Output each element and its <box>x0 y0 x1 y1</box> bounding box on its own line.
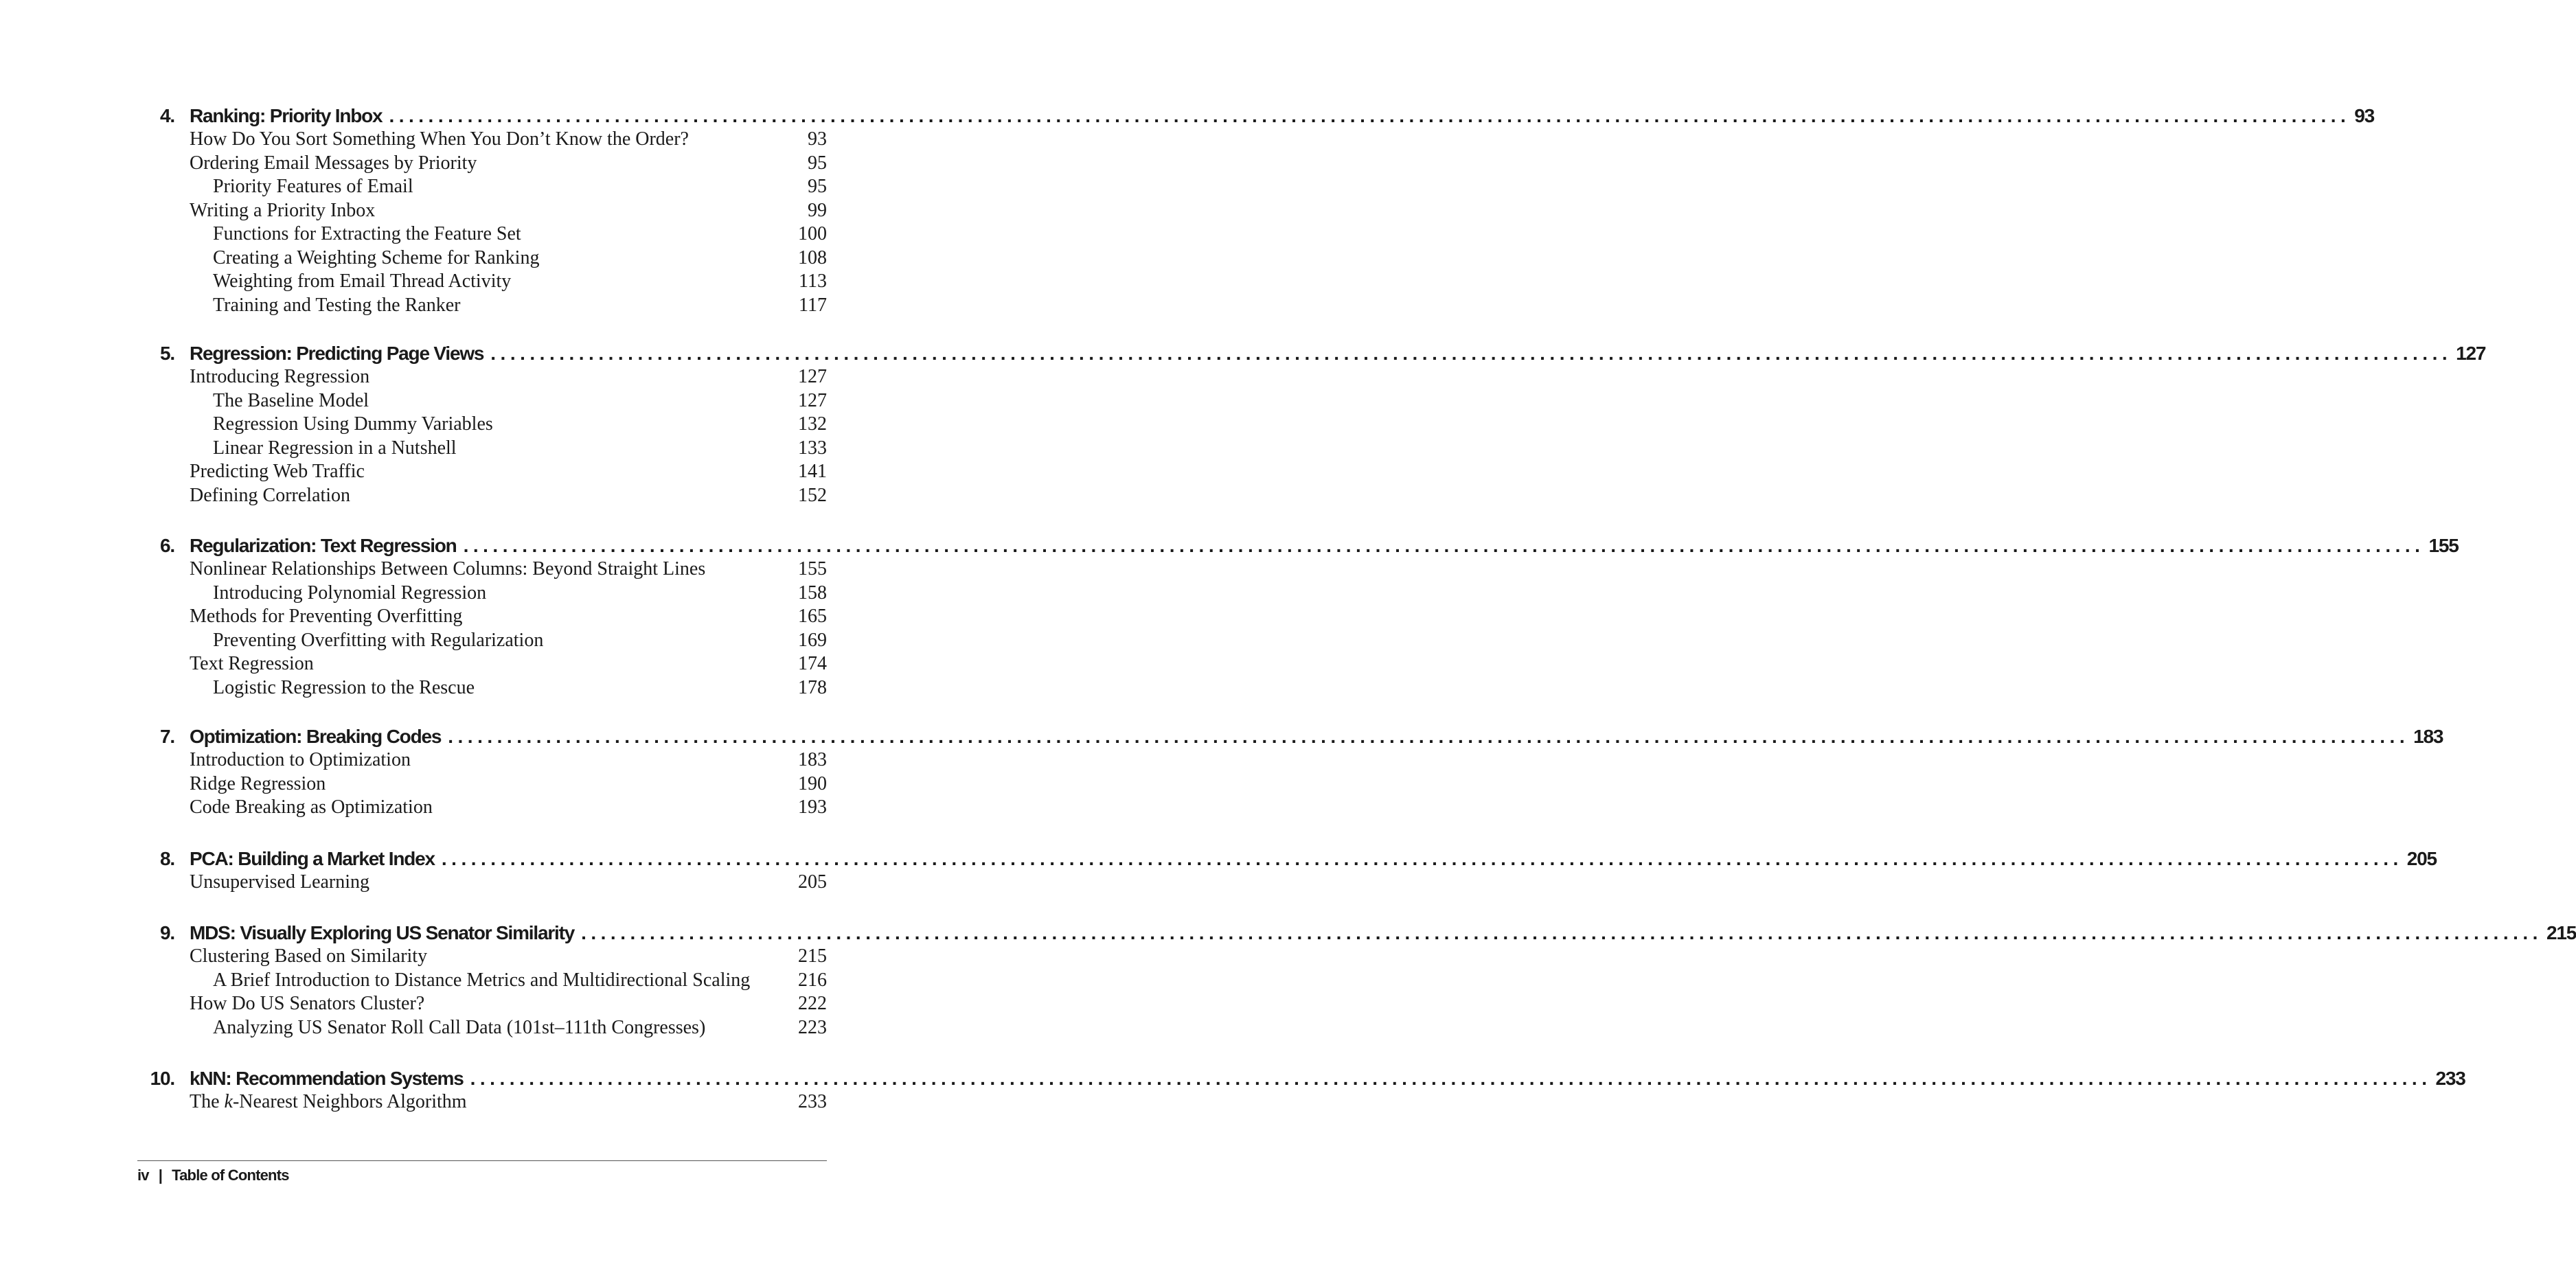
entry-page-number: 99 <box>808 200 827 221</box>
entry-title: Logistic Regression to the Rescue <box>213 677 475 698</box>
chapter-number: 8. <box>160 848 174 869</box>
chapter-title: PCA: Building a Market Index <box>190 848 435 869</box>
footer-page-number: iv <box>137 1167 149 1184</box>
footer-section-title: Table of Contents <box>172 1167 289 1184</box>
entry-title: Weighting from Email Thread Activity <box>213 271 512 292</box>
entry-page-number: 95 <box>808 152 827 174</box>
entry-page-number: 223 <box>798 1017 827 1038</box>
entry-title: Introducing Regression <box>190 366 370 387</box>
entry-title: Predicting Web Traffic <box>190 461 365 482</box>
dot-leader: ........................................................................................................................................................................................................ <box>581 922 2542 943</box>
entry-page-number: 158 <box>798 582 827 604</box>
footer-rule <box>137 1160 827 1161</box>
entry-title: Training and Testing the Ranker <box>213 295 461 316</box>
entry-page-number: 222 <box>798 993 827 1014</box>
entry-title: Clustering Based on Similarity <box>190 945 428 967</box>
chapter-title-row <box>190 921 2576 945</box>
entry-title: Defining Correlation <box>190 485 351 506</box>
chapter-page-number: 155 <box>2428 535 2459 556</box>
entry-title: Functions for Extracting the Feature Set <box>213 223 521 244</box>
footer-separator: | <box>158 1167 163 1184</box>
entry-page-number: 133 <box>798 437 827 459</box>
entry-title: The k-Nearest Neighbors Algorithm <box>190 1091 467 1112</box>
chapter-number: 9. <box>160 922 174 943</box>
entry-title: Ordering Email Messages by Priority <box>190 152 477 174</box>
entry-title: How Do US Senators Cluster? <box>190 993 425 1014</box>
dot-leader: ........................................................................................................................................................................................................ <box>389 105 2351 126</box>
chapter-title: Ranking: Priority Inbox <box>190 105 383 126</box>
chapter-title-row <box>190 847 2437 871</box>
toc-section-entry[interactable] <box>190 365 827 389</box>
entry-page-number: 152 <box>798 485 827 506</box>
dot-leader: ........................................................................................................................................................................................................ <box>441 848 2403 869</box>
entry-page-number: 215 <box>798 945 827 967</box>
toc-section-entry[interactable] <box>190 796 827 819</box>
chapter-page-number: 183 <box>2413 726 2443 747</box>
dot-leader: ........................................................................................................................................................................................................ <box>448 726 2410 747</box>
entry-title: Methods for Preventing Overfitting <box>190 606 463 627</box>
entry-page-number: 169 <box>798 630 827 651</box>
chapter-title: MDS: Visually Exploring US Senator Similarity <box>190 922 575 943</box>
chapter-number: 4. <box>160 105 174 126</box>
entry-page-number: 117 <box>799 295 827 316</box>
toc-subsection-entry[interactable] <box>190 1016 827 1040</box>
entry-page-number: 113 <box>799 271 827 292</box>
chapter-title-row <box>190 725 2443 748</box>
entry-page-number: 165 <box>798 606 827 627</box>
entry-title: Linear Regression in a Nutshell <box>213 437 457 459</box>
entry-page-number: 95 <box>808 176 827 197</box>
entry-page-number: 178 <box>798 677 827 698</box>
entry-page-number: 205 <box>798 871 827 893</box>
entry-title: Analyzing US Senator Roll Call Data (101st–111th Congresses) <box>213 1017 706 1038</box>
dot-leader: ........................................................................................................................................................................................................ <box>463 535 2425 556</box>
chapter-heading[interactable] <box>0 725 2443 748</box>
chapter-number: 5. <box>160 343 174 364</box>
toc-section-entry[interactable] <box>190 128 827 151</box>
toc-section-entry[interactable] <box>190 652 827 676</box>
entry-title: Text Regression <box>190 653 314 674</box>
toc-section-entry[interactable] <box>190 199 827 222</box>
chapter-title-row <box>190 342 2486 365</box>
toc-section-entry[interactable] <box>190 748 827 772</box>
toc-section-entry[interactable] <box>190 945 827 968</box>
chapter-title: Regression: Predicting Page Views <box>190 343 484 364</box>
toc-section-entry[interactable] <box>190 605 827 628</box>
toc-subsection-entry[interactable] <box>190 294 827 317</box>
toc-section-entry[interactable] <box>190 992 827 1016</box>
entry-title: How Do You Sort Something When You Don’t Know the Order? <box>190 128 689 150</box>
entry-page-number: 132 <box>798 413 827 435</box>
entry-title: Code Breaking as Optimization <box>190 796 433 818</box>
entry-title: Unsupervised Learning <box>190 871 370 893</box>
toc-subsection-entry[interactable] <box>190 582 827 605</box>
chapter-number: 6. <box>160 535 174 556</box>
entry-page-number: 93 <box>808 128 827 150</box>
chapter-title-row <box>190 1067 2465 1090</box>
chapter-page-number: 233 <box>2435 1068 2465 1089</box>
toc-subsection-entry[interactable] <box>190 969 827 992</box>
toc-section-entry[interactable] <box>190 871 827 894</box>
entry-page-number: 127 <box>798 366 827 387</box>
entry-page-number: 108 <box>798 247 827 268</box>
entry-page-number: 233 <box>798 1091 827 1112</box>
chapter-title: Regularization: Text Regression <box>190 535 457 556</box>
toc-section-entry[interactable] <box>190 484 827 507</box>
chapter-heading[interactable] <box>0 921 2576 945</box>
chapter-title-row <box>190 534 2459 558</box>
dot-leader: ........................................................................................................................................................................................................ <box>490 343 2452 364</box>
entry-page-number: 190 <box>798 773 827 794</box>
entry-title: Writing a Priority Inbox <box>190 200 376 221</box>
entry-page-number: 174 <box>798 653 827 674</box>
entry-page-number: 141 <box>798 461 827 482</box>
chapter-heading[interactable] <box>0 104 2375 128</box>
entry-title: Introducing Polynomial Regression <box>213 582 487 604</box>
chapter-page-number: 205 <box>2406 848 2437 869</box>
entry-title: Creating a Weighting Scheme for Ranking <box>213 247 540 268</box>
toc-subsection-entry[interactable] <box>190 389 827 413</box>
chapter-page-number: 93 <box>2354 105 2375 126</box>
chapter-heading[interactable] <box>0 534 2459 558</box>
entry-title: Introduction to Optimization <box>190 749 411 770</box>
chapter-title: kNN: Recommendation Systems <box>190 1068 464 1089</box>
chapter-heading[interactable] <box>0 342 2486 365</box>
toc-section-entry[interactable] <box>190 558 827 581</box>
toc-section-entry[interactable] <box>190 460 827 483</box>
toc-subsection-entry[interactable] <box>190 437 827 460</box>
entry-title: Nonlinear Relationships Between Columns: Beyond Straight Lines <box>190 558 706 580</box>
chapter-heading[interactable] <box>0 847 2437 871</box>
chapter-title-row <box>190 104 2375 128</box>
toc-subsection-entry[interactable] <box>190 629 827 652</box>
chapter-heading[interactable] <box>0 1067 2465 1090</box>
toc-subsection-entry[interactable] <box>190 222 827 246</box>
toc-subsection-entry[interactable] <box>190 270 827 293</box>
toc-subsection-entry[interactable] <box>190 175 827 198</box>
entry-page-number: 155 <box>798 558 827 580</box>
entry-page-number: 183 <box>798 749 827 770</box>
toc-section-entry[interactable] <box>190 1090 827 1114</box>
toc-section-entry[interactable] <box>190 152 827 175</box>
chapter-number: 7. <box>160 726 174 747</box>
toc-subsection-entry[interactable] <box>190 676 827 700</box>
entry-page-number: 193 <box>798 796 827 818</box>
chapter-number: 10. <box>150 1068 174 1089</box>
entry-title: Ridge Regression <box>190 773 326 794</box>
entry-page-number: 127 <box>798 390 827 411</box>
chapter-page-number: 215 <box>2546 922 2576 943</box>
entry-title: Priority Features of Email <box>213 176 413 197</box>
chapter-page-number: 127 <box>2456 343 2486 364</box>
entry-page-number: 216 <box>798 970 827 991</box>
chapter-title: Optimization: Breaking Codes <box>190 726 442 747</box>
page-footer <box>137 1165 289 1186</box>
entry-title: A Brief Introduction to Distance Metrics and Multidirectional Scaling <box>213 970 751 991</box>
dot-leader: ........................................................................................................................................................................................................ <box>470 1068 2432 1089</box>
toc-section-entry[interactable] <box>190 772 827 796</box>
entry-title: The Baseline Model <box>213 390 369 411</box>
entry-page-number: 100 <box>798 223 827 244</box>
entry-title: Preventing Overfitting with Regularization <box>213 630 544 651</box>
entry-title: Regression Using Dummy Variables <box>213 413 493 435</box>
toc-subsection-entry[interactable] <box>190 246 827 270</box>
toc-subsection-entry[interactable] <box>190 413 827 436</box>
